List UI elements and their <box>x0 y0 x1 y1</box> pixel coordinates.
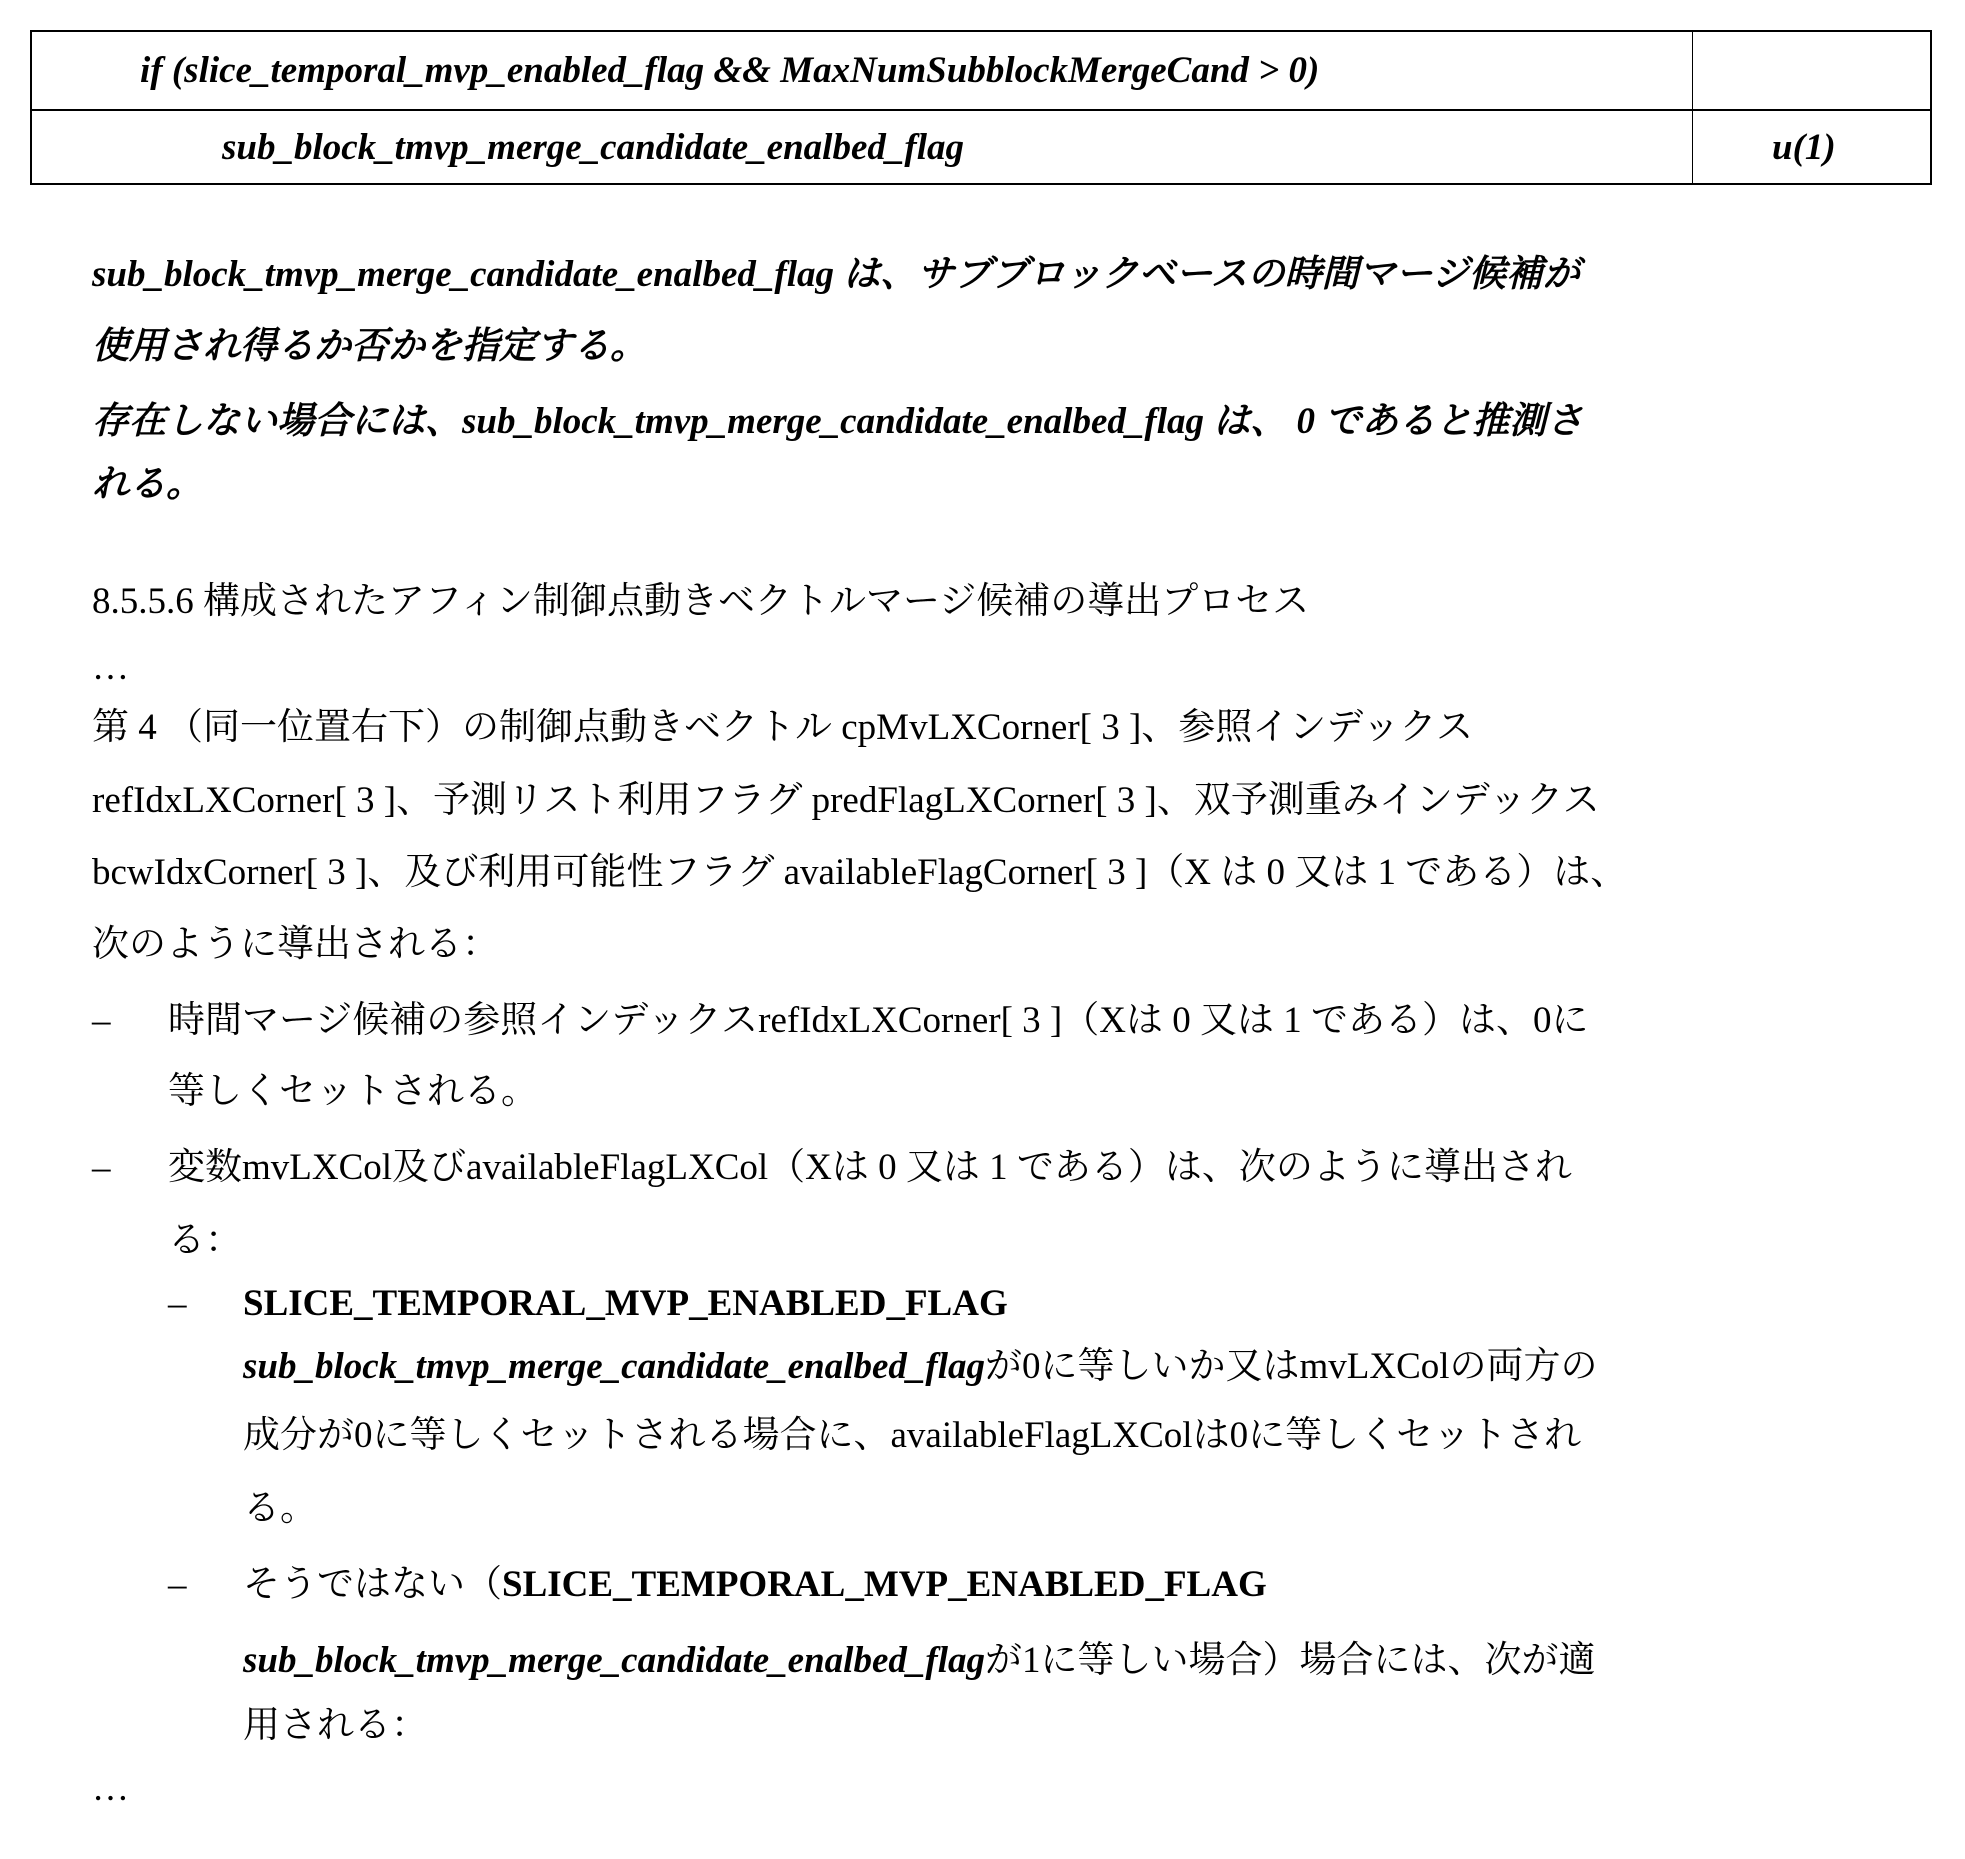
semantics-line: sub_block_tmvp_merge_candidate_enalbed_flag は、サブブロックベースの時間マージ候補が <box>92 253 1580 297</box>
text: が1に等しい場合）場合には、次が適 <box>985 1640 1596 1681</box>
sub-bullet-line: 用される： <box>243 1704 428 1748</box>
bullet-dash: – <box>92 999 111 1043</box>
semantics-line: れる。 <box>92 463 203 507</box>
paragraph-line: refIdxLXCorner[ 3 ]、予測リスト利用フラグ predFlagLXCorner[ 3 ]、双予測重みインデックス <box>92 779 1600 823</box>
table-row <box>32 109 1930 186</box>
bullet-line: 時間マージ候補の参照インデックスrefIdxLXCorner[ 3 ]（Xは 0 又は 1 である）は、0に <box>168 999 1588 1043</box>
bullet-line: る： <box>168 1219 242 1263</box>
flag-name: SLICE_TEMPORAL_MVP_ENABLED_FLAG <box>243 1282 1008 1326</box>
ellipsis: … <box>92 1767 129 1811</box>
sub-bullet-line <box>243 1639 1595 1683</box>
paragraph-line: 次のように導出される： <box>92 923 499 967</box>
text: そうではない（ <box>243 1564 502 1605</box>
syntax-cell: sub_block_tmvp_merge_candidate_enalbed_flag <box>222 126 964 169</box>
syntax-table <box>30 30 1932 185</box>
bullet-line: 等しくセットされる。 <box>168 1070 538 1114</box>
semantics-line: 存在しない場合には、sub_block_tmvp_merge_candidate_enalbed_flag は、 0 であると推測さ <box>92 400 1583 444</box>
paragraph-line: 第 4 （同一位置右下）の制御点動きベクトル cpMvLXCorner[ 3 ]、参照インデックス <box>92 706 1473 750</box>
sub-bullet-line <box>243 1345 1598 1389</box>
flag-name: SLICE_TEMPORAL_MVP_ENABLED_FLAG <box>502 1564 1267 1605</box>
descriptor-cell: u(1) <box>1772 126 1836 169</box>
syntax-cell: if (slice_temporal_mvp_enabled_flag && MaxNumSubblockMergeCand > 0) <box>140 49 1319 92</box>
column-divider <box>1692 32 1693 183</box>
sub-bullet-dash: – <box>168 1282 187 1326</box>
bullet-line: 変数mvLXCol及びavailableFlagLXCol（Xは 0 又は 1 である）は、次のように導出され <box>168 1146 1572 1190</box>
bullet-dash: – <box>92 1146 111 1190</box>
paragraph-line: bcwIdxCorner[ 3 ]、及び利用可能性フラグ availableFlagCorner[ 3 ]（X は 0 又は 1 である）は、 <box>92 851 1627 895</box>
sub-bullet-dash: – <box>168 1563 187 1607</box>
variable-name: sub_block_tmvp_merge_candidate_enalbed_flag <box>243 1346 985 1387</box>
section-heading: 8.5.5.6 構成されたアフィン制御点動きベクトルマージ候補の導出プロセス <box>92 580 1309 624</box>
semantics-line: 使用され得るか否かを指定する。 <box>92 325 647 369</box>
sub-bullet-line <box>243 1563 1267 1607</box>
table-row <box>32 32 1930 111</box>
sub-bullet-line: る。 <box>243 1487 317 1531</box>
sub-bullet-line: 成分が0に等しくセットされる場合に、availableFlagLXColは0に等しくセットされ <box>243 1414 1581 1458</box>
text: が0に等しいか又はmvLXColの両方の <box>985 1346 1598 1387</box>
variable-name: sub_block_tmvp_merge_candidate_enalbed_flag <box>243 1640 985 1681</box>
ellipsis: … <box>92 646 129 690</box>
